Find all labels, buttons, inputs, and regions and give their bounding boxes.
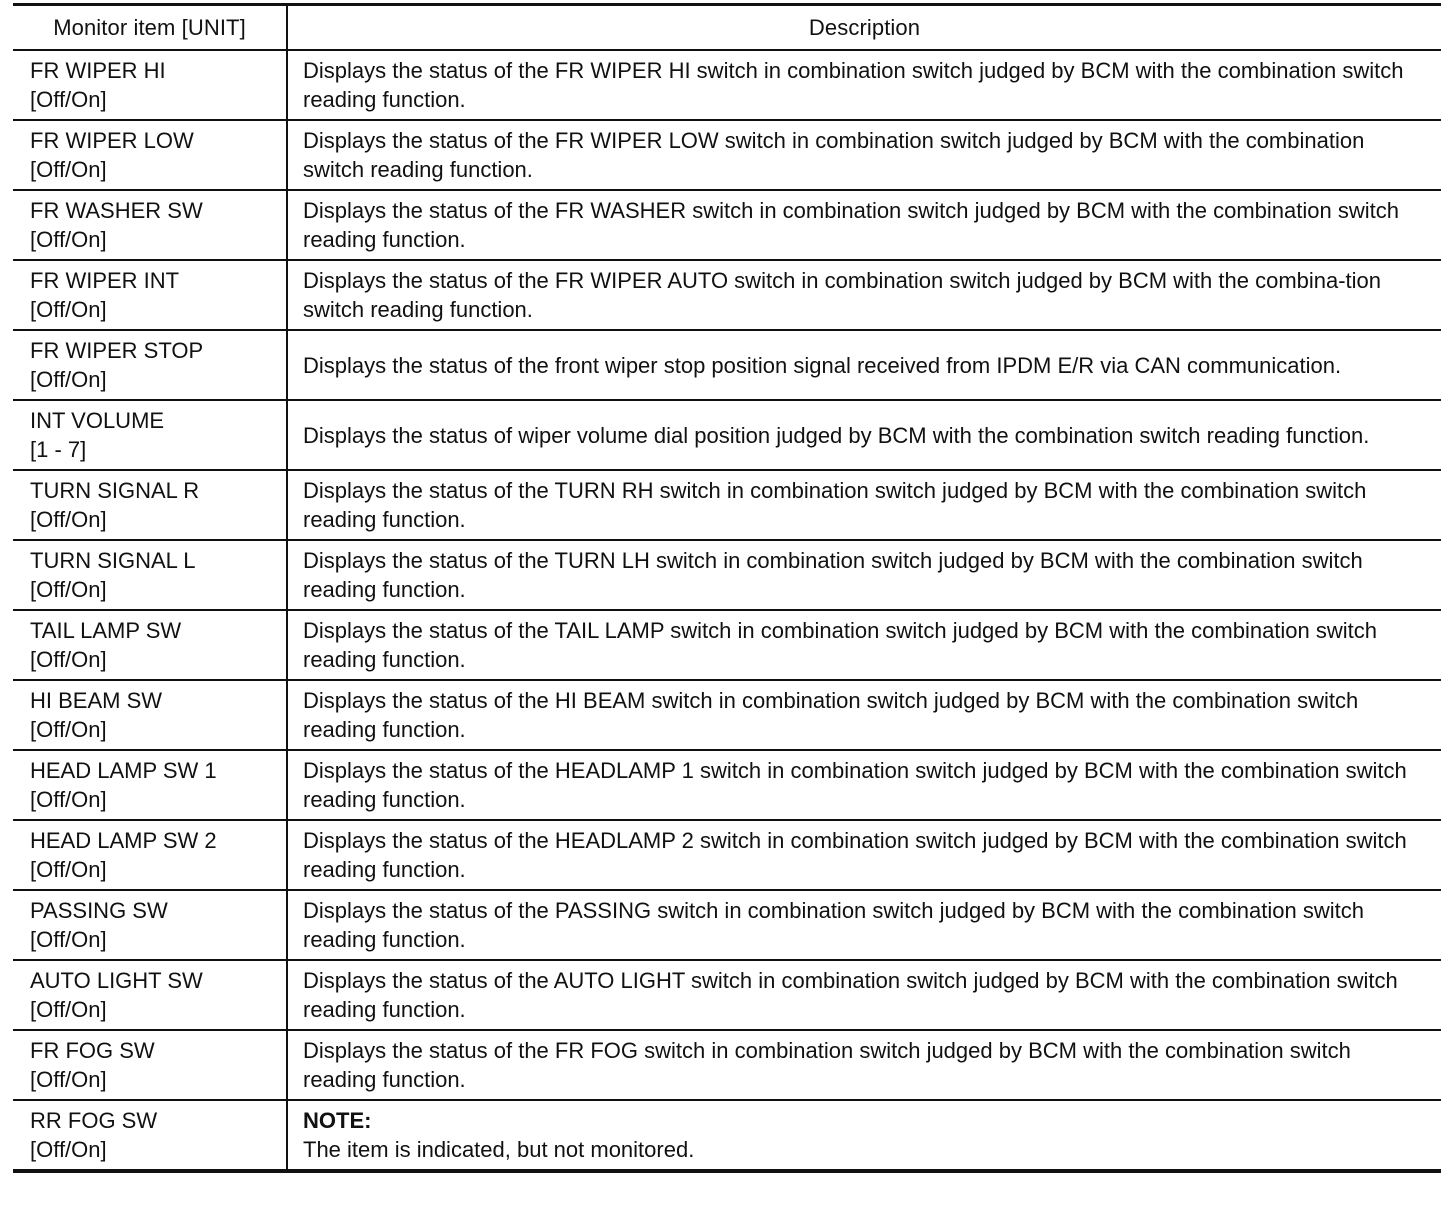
note-label: NOTE: bbox=[303, 1108, 372, 1133]
monitor-item-unit: [Off/On] bbox=[30, 87, 107, 112]
header-description: Description bbox=[287, 5, 1441, 51]
monitor-item-name: RR FOG SW bbox=[30, 1108, 158, 1133]
table-row bbox=[13, 120, 1441, 190]
monitor-item-cell bbox=[13, 1030, 287, 1100]
table-row bbox=[13, 400, 1441, 470]
monitor-item-name: HI BEAM SW bbox=[30, 688, 163, 713]
monitor-item-name: HEAD LAMP SW 1 bbox=[30, 758, 217, 783]
header-row bbox=[13, 5, 1441, 51]
monitor-item-cell bbox=[13, 890, 287, 960]
description-text: Displays the status of the FR WIPER AUTO switch in combination switch judged by BCM with the combina-tion switch reading function. bbox=[303, 268, 1382, 322]
description-cell bbox=[287, 50, 1441, 120]
monitor-item-cell bbox=[13, 260, 287, 330]
monitor-item-name: FR FOG SW bbox=[30, 1038, 155, 1063]
monitor-item-cell bbox=[13, 750, 287, 820]
description-text: Displays the status of the TAIL LAMP switch in combination switch judged by BCM with the combination switch reading function. bbox=[303, 618, 1378, 672]
description-cell bbox=[287, 610, 1441, 680]
description-text: Displays the status of the TURN LH switch in combination switch judged by BCM with the combination switch reading function. bbox=[303, 548, 1363, 602]
monitor-item-name: HEAD LAMP SW 2 bbox=[30, 828, 217, 853]
monitor-item-name: INT VOLUME bbox=[30, 408, 165, 433]
monitor-item-name: PASSING SW bbox=[30, 898, 168, 923]
monitor-item-name: TURN SIGNAL L bbox=[30, 548, 196, 573]
monitor-item-unit: [Off/On] bbox=[30, 927, 107, 952]
description-text: Displays the status of the FR WIPER LOW switch in combination switch judged by BCM with the combination switch reading function. bbox=[303, 128, 1365, 182]
table-row bbox=[13, 960, 1441, 1030]
description-cell bbox=[287, 680, 1441, 750]
description-cell bbox=[287, 890, 1441, 960]
table-row bbox=[13, 1100, 1441, 1171]
monitor-item-cell bbox=[13, 190, 287, 260]
table-row bbox=[13, 190, 1441, 260]
monitor-item-unit: [Off/On] bbox=[30, 787, 107, 812]
table-header bbox=[13, 5, 1441, 51]
monitor-item-unit: [Off/On] bbox=[30, 227, 107, 252]
description-text: Displays the status of wiper volume dial position judged by BCM with the combination switch reading function. bbox=[303, 422, 1370, 448]
monitor-item-cell bbox=[13, 50, 287, 120]
description-cell bbox=[287, 960, 1441, 1030]
monitor-item-unit: [Off/On] bbox=[30, 297, 107, 322]
note-text: The item is indicated, but not monitored. bbox=[303, 1137, 695, 1162]
table-row bbox=[13, 470, 1441, 540]
monitor-item-cell bbox=[13, 540, 287, 610]
monitor-item-name: FR WIPER STOP bbox=[30, 338, 204, 363]
description-cell bbox=[287, 750, 1441, 820]
description-cell bbox=[287, 120, 1441, 190]
monitor-item-unit: [Off/On] bbox=[30, 367, 107, 392]
monitor-item-cell bbox=[13, 610, 287, 680]
monitor-item-unit: [Off/On] bbox=[30, 857, 107, 882]
monitor-item-name: AUTO LIGHT SW bbox=[30, 968, 203, 993]
table-row bbox=[13, 890, 1441, 960]
description-text: Displays the status of the FR WIPER HI switch in combination switch judged by BCM with the combination switch reading function. bbox=[303, 58, 1404, 112]
monitor-item-unit: [Off/On] bbox=[30, 507, 107, 532]
description-text: Displays the status of the TURN RH switch in combination switch judged by BCM with the combination switch reading function. bbox=[303, 478, 1367, 532]
monitor-item-unit: [Off/On] bbox=[30, 1067, 107, 1092]
monitor-item-name: FR WIPER LOW bbox=[30, 128, 194, 153]
description-cell bbox=[287, 190, 1441, 260]
header-monitor-item: Monitor item [UNIT] bbox=[13, 5, 287, 51]
table-row bbox=[13, 1030, 1441, 1100]
description-text: Displays the status of the FR FOG switch in combination switch judged by BCM with the combination switch reading function. bbox=[303, 1038, 1351, 1092]
table-row bbox=[13, 330, 1441, 400]
table-row bbox=[13, 820, 1441, 890]
description-cell bbox=[287, 470, 1441, 540]
monitor-item-cell bbox=[13, 470, 287, 540]
monitor-item-unit: [1 - 7] bbox=[30, 437, 87, 462]
monitor-item-unit: [Off/On] bbox=[30, 997, 107, 1022]
monitor-item-unit: [Off/On] bbox=[30, 1137, 107, 1162]
description-text: Displays the status of the HI BEAM switch in combination switch judged by BCM with the combination switch reading function. bbox=[303, 688, 1359, 742]
description-text: Displays the status of the FR WASHER switch in combination switch judged by BCM with the combination switch reading function. bbox=[303, 198, 1399, 252]
monitor-item-name: FR WIPER HI bbox=[30, 58, 166, 83]
monitor-item-cell bbox=[13, 1100, 287, 1171]
description-text: Displays the status of the PASSING switch in combination switch judged by BCM with the combination switch reading function. bbox=[303, 898, 1364, 952]
monitor-item-cell bbox=[13, 960, 287, 1030]
description-cell bbox=[287, 400, 1441, 470]
description-text: Displays the status of the HEADLAMP 1 switch in combination switch judged by BCM with the combination switch reading function. bbox=[303, 758, 1407, 812]
description-cell bbox=[287, 1030, 1441, 1100]
monitor-item-unit: [Off/On] bbox=[30, 157, 107, 182]
description-cell bbox=[287, 260, 1441, 330]
monitor-item-cell bbox=[13, 680, 287, 750]
description-text: Displays the status of the HEADLAMP 2 switch in combination switch judged by BCM with the combination switch reading function. bbox=[303, 828, 1407, 882]
monitor-item-name: TURN SIGNAL R bbox=[30, 478, 200, 503]
table-row bbox=[13, 610, 1441, 680]
monitor-item-name: TAIL LAMP SW bbox=[30, 618, 182, 643]
monitor-item-cell bbox=[13, 820, 287, 890]
monitor-item-unit: [Off/On] bbox=[30, 577, 107, 602]
table-row bbox=[13, 260, 1441, 330]
table-row bbox=[13, 50, 1441, 120]
monitor-item-cell bbox=[13, 120, 287, 190]
description-cell bbox=[287, 1100, 1441, 1171]
monitor-item-cell bbox=[13, 330, 287, 400]
monitor-item-name: FR WASHER SW bbox=[30, 198, 203, 223]
description-text: Displays the status of the front wiper stop position signal received from IPDM E/R via CAN communication. bbox=[303, 352, 1342, 378]
monitor-item-unit: [Off/On] bbox=[30, 647, 107, 672]
description-cell bbox=[287, 540, 1441, 610]
table-row bbox=[13, 540, 1441, 610]
monitor-item-cell bbox=[13, 400, 287, 470]
table-row bbox=[13, 750, 1441, 820]
monitor-item-table bbox=[13, 3, 1441, 1173]
description-text: Displays the status of the AUTO LIGHT switch in combination switch judged by BCM with the combination switch reading function. bbox=[303, 968, 1398, 1022]
description-cell bbox=[287, 330, 1441, 400]
monitor-item-name: FR WIPER INT bbox=[30, 268, 180, 293]
table-row bbox=[13, 680, 1441, 750]
description-cell bbox=[287, 820, 1441, 890]
monitor-item-unit: [Off/On] bbox=[30, 717, 107, 742]
